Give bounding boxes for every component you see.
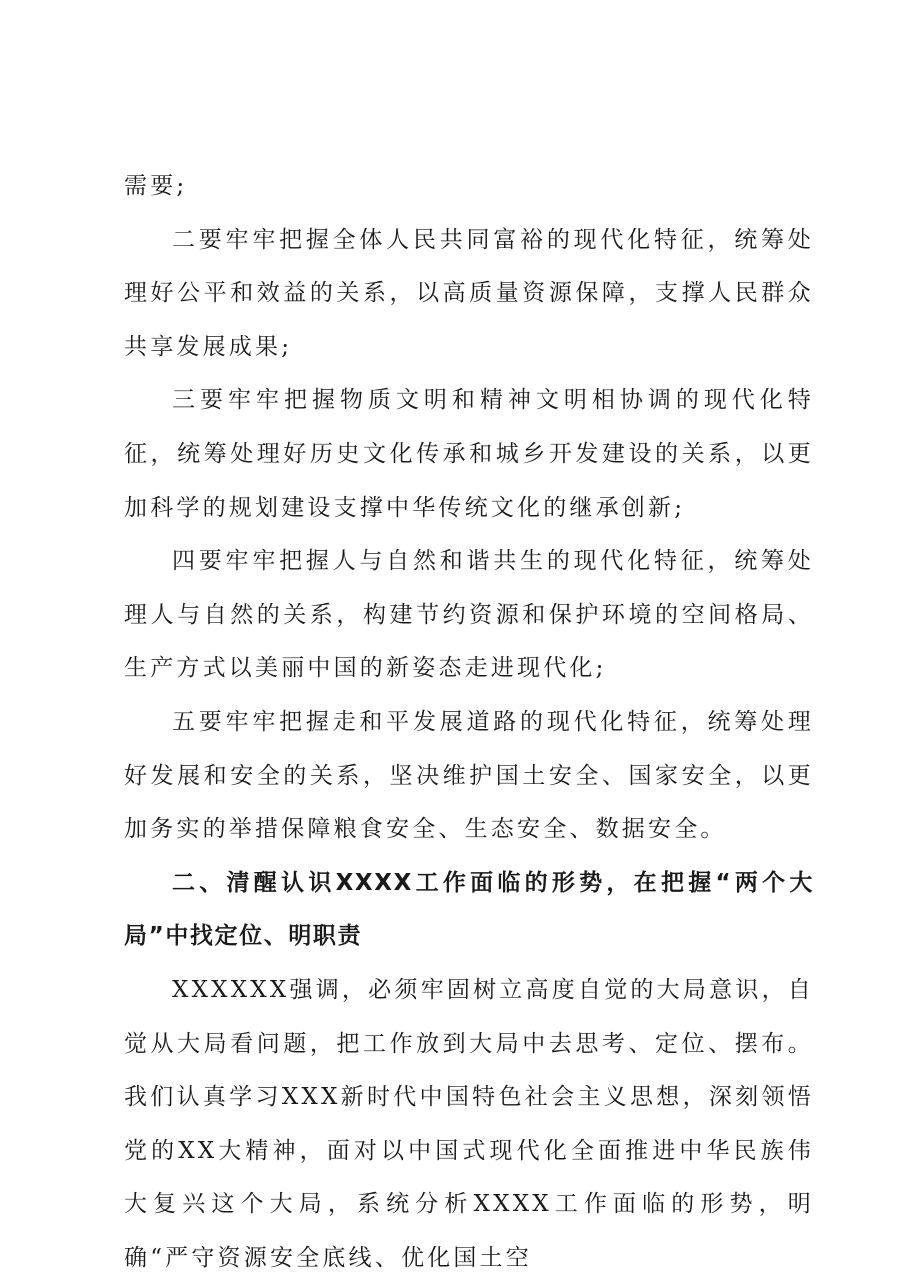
paragraph-item-four: 四要牢牢把握人与自然和谐共生的现代化特征，统筹处理人与自然的关系，构建节约资源和保护环境的空间格局、生产方式以美丽中国的新姿态走进现代化;: [124, 548, 814, 682]
paragraph-item-three: 三要牢牢把握物质文明和精神文明相协调的现代化特征，统筹处理好历史文化传承和城乡开发建设的关系，以更加科学的规划建设支撑中华传统文化的继承创新;: [124, 387, 814, 521]
paragraph-continuation: 需要;: [124, 173, 188, 199]
paragraph-section-intro: XXXXXX强调，必须牢固树立高度自觉的大局意识，自觉从大局看问题，把工作放到大局中去思考、定位、摆布。我们认真学习XXX新时代中国特色社会主义思想，深刻领悟党的XX大精神，面对以中国式现代化全面推进中华民族伟大复兴这个大局，系统分析XXXX工作面临的形势，明确“严守资源安全底线、优化国土空: [124, 976, 814, 1271]
document-body: [124, 160, 814, 1285]
section-heading: 二、清醒认识XXXX工作面临的形势，在把握“两个大局”中找定位、明职责: [124, 869, 814, 950]
paragraph-item-five: 五要牢牢把握走和平发展道路的现代化特征，统筹处理好发展和安全的关系，坚决维护国土安全、国家安全，以更加务实的举措保障粮食安全、生态安全、数据安全。: [124, 708, 814, 843]
paragraph-item-two: 二要牢牢把握全体人民共同富裕的现代化特征，统筹处理好公平和效益的关系，以高质量资源保障，支撑人民群众共享发展成果;: [124, 226, 814, 360]
